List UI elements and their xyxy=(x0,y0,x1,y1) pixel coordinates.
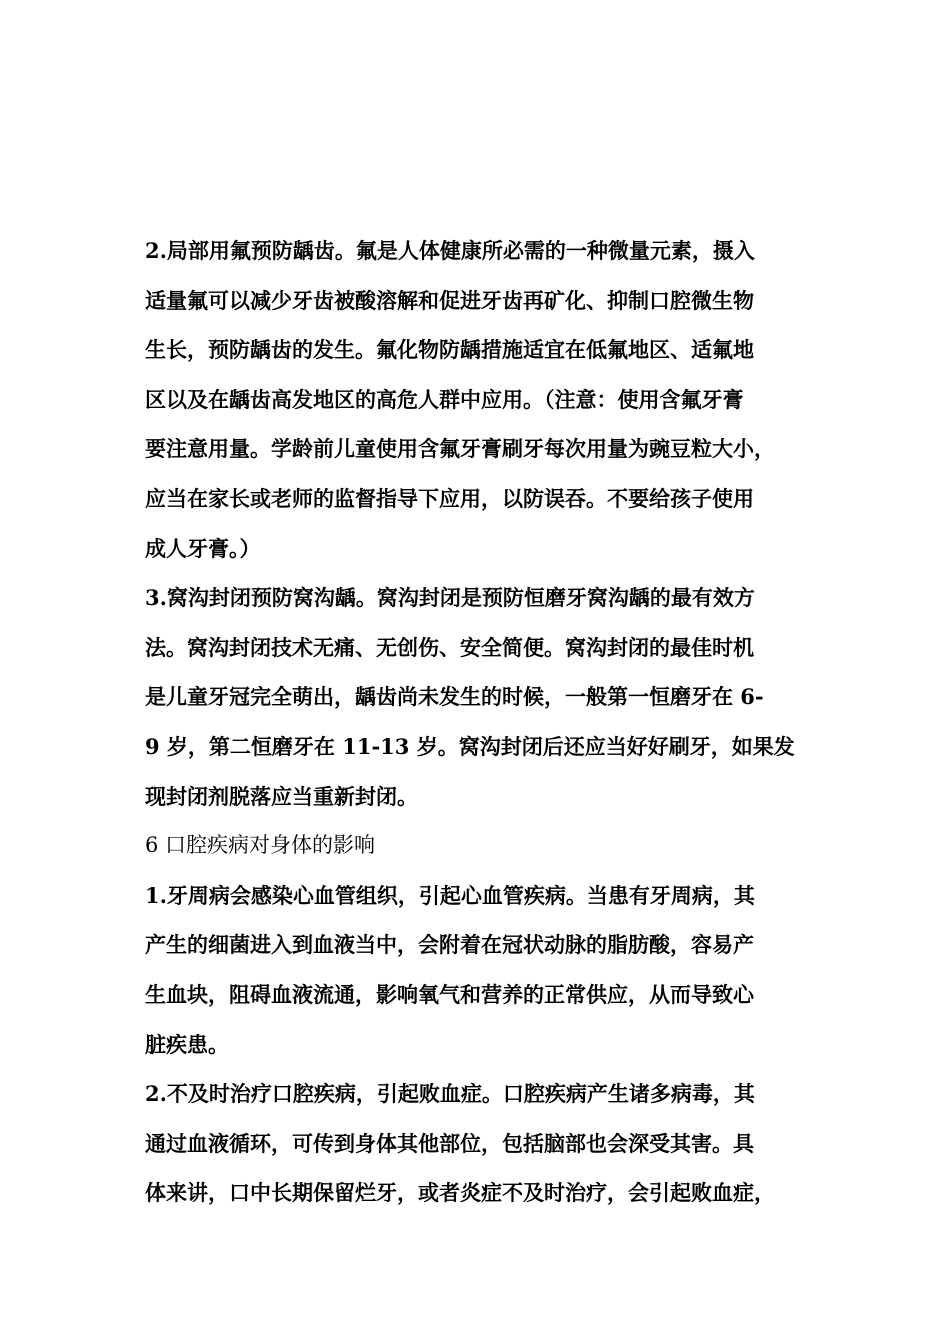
paragraph-line: 生血块，阻碍血液流通，影响氧气和营养的正常供应，从而导致心 xyxy=(145,981,754,1007)
paragraph-line: 2.局部用氟预防龋齿。氟是人体健康所必需的一种微量元素，摄入 xyxy=(145,238,755,263)
paragraph-line: 要注意用量。学龄前儿童使用含氟牙膏刷牙每次用量为豌豆粒大小， xyxy=(145,436,775,462)
section-heading: 6 口腔疾病对身体的影响 xyxy=(145,833,376,858)
document-body xyxy=(145,226,825,1218)
paragraph-line: 生长，预防龋齿的发生。氟化物防龋措施适宜在低氟地区、适氟地 xyxy=(145,337,754,363)
paragraph-line: 应当在家长或老师的监督指导下应用，以防误吞。不要给孩子使用 xyxy=(145,485,754,511)
paragraph-line: 体来讲，口中长期保留烂牙，或者炎症不及时治疗，会引起败血症， xyxy=(145,1180,775,1206)
paragraph-line: 脏疾患。 xyxy=(145,1031,229,1057)
paragraph-line: 9 岁，第二恒磨牙在 11-13 岁。窝沟封闭后还应当好好刷牙，如果发 xyxy=(145,733,795,759)
paragraph-line: 是儿童牙冠完全萌出，龋齿尚未发生的时候，一般第一恒磨牙在 6- xyxy=(145,684,764,710)
paragraph-line: 通过血液循环，可传到身体其他部位，包括脑部也会深受其害。具 xyxy=(145,1130,754,1156)
paragraph-line: 1.牙周病会感染心血管组织，引起心血管疾病。当患有牙周病，其 xyxy=(145,882,755,908)
paragraph-line: 区以及在龋齿高发地区的高危人群中应用。（注意：使用含氟牙膏 xyxy=(145,386,744,412)
paragraph-line: 3.窝沟封闭预防窝沟龋。窝沟封闭是预防恒磨牙窝沟龋的最有效方 xyxy=(145,585,755,611)
paragraph-line: 产生的细菌进入到血液当中，会附着在冠状动脉的脂肪酸，容易产 xyxy=(145,932,754,958)
paragraph-line: 2.不及时治疗口腔疾病，引起败血症。口腔疾病产生诸多病毒，其 xyxy=(145,1081,755,1107)
paragraph-line: 适量氟可以减少牙齿被酸溶解和促进牙齿再矿化、抑制口腔微生物 xyxy=(145,287,754,313)
paragraph-line: 现封闭剂脱落应当重新封闭。 xyxy=(145,783,418,809)
paragraph-line: 成人牙膏。） xyxy=(145,535,261,561)
paragraph-line: 法。窝沟封闭技术无痛、无创伤、安全简便。窝沟封闭的最佳时机 xyxy=(145,634,754,660)
